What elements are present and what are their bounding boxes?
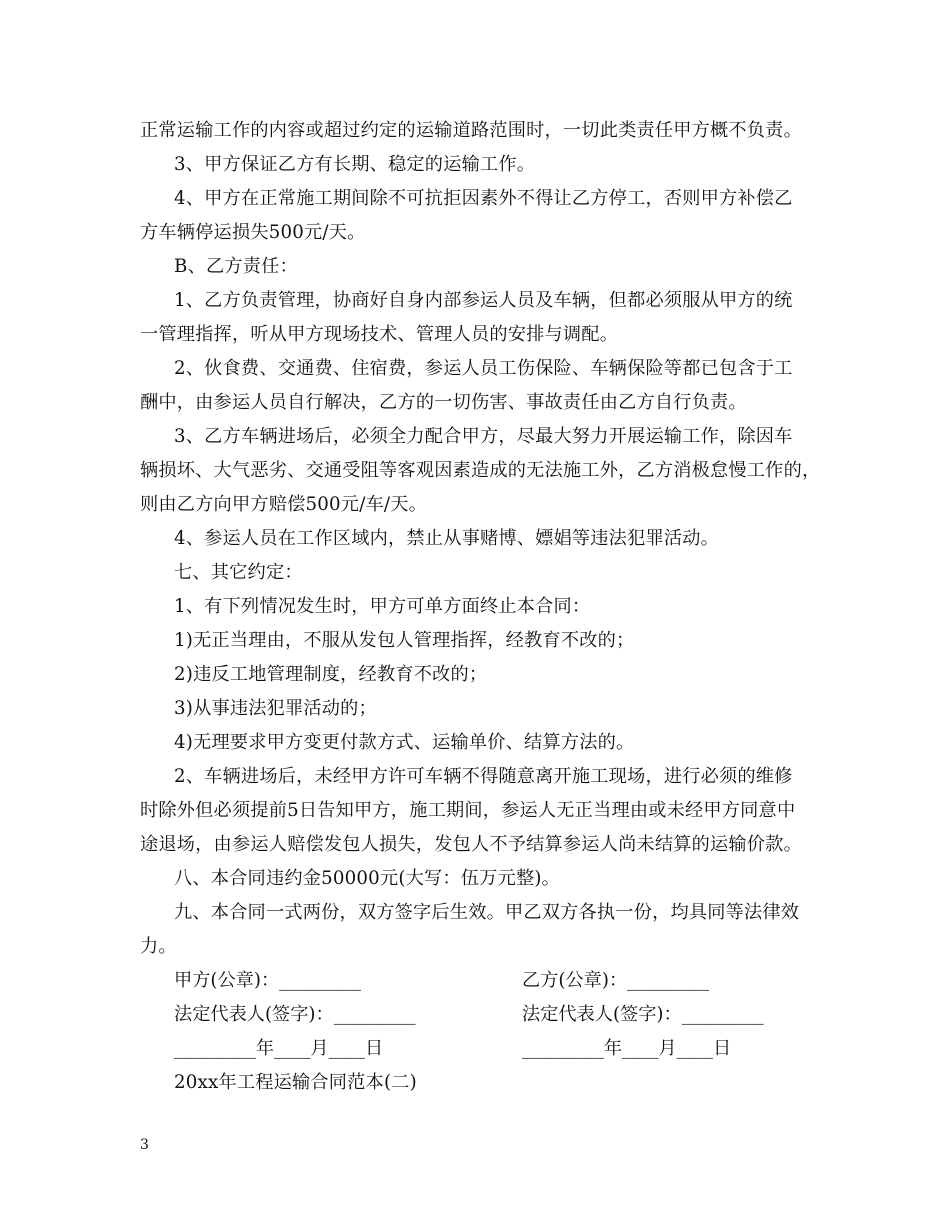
text-line: 七、其它约定： (174, 562, 303, 583)
text-line: 辆损坏、大气恶劣、交通受阻等客观因素造成的无法施工外，乙方消极怠慢工作的， (140, 460, 821, 481)
page-number: 3 (140, 1137, 149, 1153)
party-a-date: _________年____月____日 (174, 1038, 384, 1059)
next-section-title: 20xx年工程运输合同范本(二) (174, 1072, 417, 1093)
text-line: 1)无正当理由，不服从发包人管理指挥，经教育不改的； (174, 630, 635, 651)
document-body (140, 114, 822, 1100)
text-line: 3)从事违法犯罪活动的； (174, 698, 377, 719)
text-line: 途退场，由参运人赔偿发包人损失，发包人不予结算参运人尚未结算的运输价款。 (140, 834, 802, 855)
text-line: 2、伙食费、交通费、住宿费，参运人员工伤保险、车辆保险等都已包含于工 (174, 358, 793, 379)
text-line: 八、本合同违约金50000元(大写：伍万元整)。 (174, 868, 561, 889)
party-a-representative: 法定代表人(签字)：_________ (174, 1004, 416, 1025)
signature-row-seal (140, 964, 822, 998)
text-line: B、乙方责任： (174, 256, 298, 277)
text-line: 1、有下列情况发生时，甲方可单方面终止本合同： (174, 596, 591, 617)
signature-row-representative (140, 998, 822, 1032)
party-b-representative: 法定代表人(签字)：_________ (522, 1004, 764, 1025)
text-line: 时除外但必须提前5日告知甲方，施工期间，参运人无正当理由或未经甲方同意中 (140, 800, 796, 821)
text-line: 则由乙方向甲方赔偿500元/车/天。 (140, 494, 428, 515)
signature-row-date (140, 1032, 822, 1066)
text-line: 2、车辆进场后，未经甲方许可车辆不得随意离开施工现场，进行必须的维修 (174, 766, 793, 787)
text-line: 1、乙方负责管理，协商好自身内部参运人员及车辆，但都必须服从甲方的统 (174, 290, 793, 311)
text-line: 4)无理要求甲方变更付款方式、运输单价、结算方法的。 (174, 732, 635, 753)
text-line: 方车辆停运损失500元/天。 (140, 222, 366, 243)
text-line: 4、甲方在正常施工期间除不可抗拒因素外不得让乙方停工，否则甲方补偿乙 (174, 188, 793, 209)
text-line: 2)违反工地管理制度，经教育不改的； (174, 664, 488, 685)
text-line: 4、参运人员在工作区域内，禁止从事赌博、嫖娼等违法犯罪活动。 (174, 528, 720, 549)
text-line: 力。 (140, 936, 177, 957)
party-a-seal: 甲方(公章)：_________ (174, 970, 361, 991)
party-b-date: _________年____月____日 (522, 1038, 732, 1059)
paragraph-lines (140, 114, 822, 964)
text-line: 九、本合同一式两份，双方签字后生效。甲乙双方各执一份，均具同等法律效 (174, 902, 800, 923)
text-line: 3、乙方车辆进场后，必须全力配合甲方，尽最大努力开展运输工作，除因车 (174, 426, 793, 447)
text-line: 酬中，由参运人员自行解决，乙方的一切伤害、事故责任由乙方自行负责。 (140, 392, 747, 413)
text-line: 3、甲方保证乙方有长期、稳定的运输工作。 (174, 154, 536, 175)
text-line: 正常运输工作的内容或超过约定的运输道路范围时，一切此类责任甲方概不负责。 (140, 120, 802, 141)
text-line: 一管理指挥，听从甲方现场技术、管理人员的安排与调配。 (140, 324, 619, 345)
party-b-seal: 乙方(公章)：_________ (522, 970, 709, 991)
